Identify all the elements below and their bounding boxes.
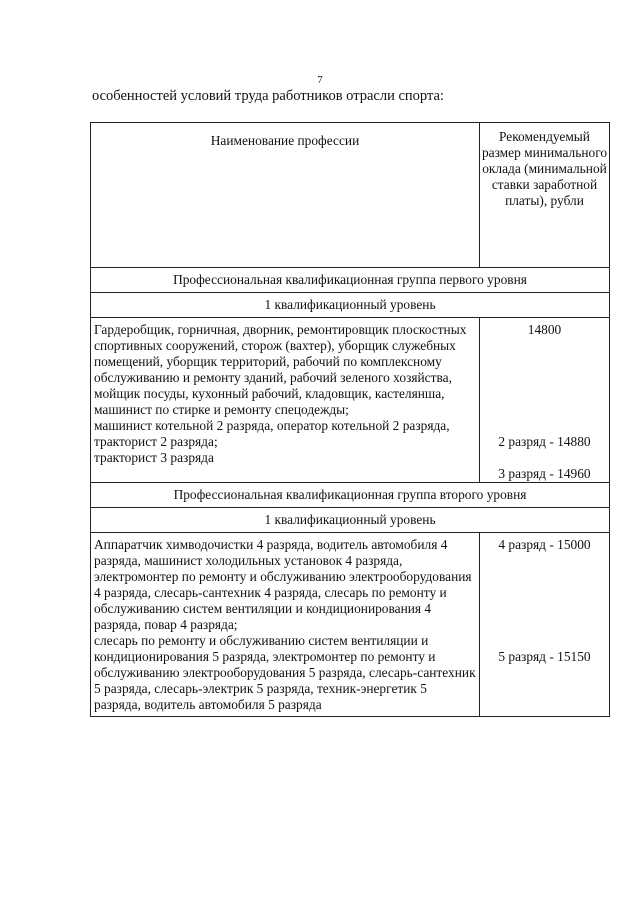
group2-salary-2: 5 разряд - 15150 (498, 649, 591, 664)
level-row (91, 508, 610, 533)
page-number: 7 (317, 74, 323, 86)
group-row (91, 483, 610, 508)
group1-salaries (480, 318, 610, 483)
group2-title: Профессиональная квалификационная группа второго уровня (91, 483, 610, 508)
group-row (91, 268, 610, 293)
group2-profession-part-1: Аппаратчик химводочистки 4 разряда, водитель автомобиля 4 разряда, машинист холодильных установок 4 разряда, электромонтер по ремонту и обслуживанию электрооборудования 4 разряда, слесарь-сантехник 4 разряда, слесарь по ремонту и обслуживанию систем вентиляции и кондиционирования 4 разряда, повар 4 разряда; (94, 537, 472, 632)
group1-profession-part-1: Гардеробщик, горничная, дворник, ремонтировщик плоскостных спортивных сооружений, сторож (вахтер), уборщик служебных помещений, уборщик территорий, рабочий по комплексному обслуживанию и ремонту зданий, рабочий зеленого хозяйства, мойщик посуды, кухонный рабочий, кладовщик, кастелянша, машинист по стирке и ремонту спецодежды; (94, 322, 467, 417)
group1-salary-1: 14800 (527, 322, 562, 337)
group2-level: 1 квалификационный уровень (91, 508, 610, 533)
table-row (91, 533, 610, 717)
intro-text: особенностей условий труда работников отрасли спорта: (92, 88, 444, 104)
table-header-row (91, 123, 610, 268)
header-salary: Рекомендуемый размер минимального оклада (минимальной ставки заработной платы), рубли (480, 123, 610, 268)
group1-professions (91, 318, 480, 483)
group1-level: 1 квалификационный уровень (91, 293, 610, 318)
group1-profession-part-2: машинист котельной 2 разряда, оператор котельной 2 разряда, тракторист 2 разряда; (94, 418, 450, 449)
group1-title: Профессиональная квалификационная группа первого уровня (91, 268, 610, 293)
group1-salary-2: 2 разряд - 14880 (498, 434, 591, 449)
group2-professions (91, 533, 480, 717)
group2-profession-part-2: слесарь по ремонту и обслуживанию систем вентиляции и кондиционирования 5 разряда, электромонтер по ремонту и обслуживанию электрооборудования 5 разряда, слесарь-сантехник 5 разряда, слесарь-электрик 5 разряда, техник-энергетик 5 разряда, водитель автомобиля 5 разряда (94, 633, 476, 712)
table-row (91, 318, 610, 483)
group2-salaries (480, 533, 610, 717)
level-row (91, 293, 610, 318)
salary-table (90, 122, 610, 717)
header-profession: Наименование профессии (91, 123, 480, 268)
group1-salary-3: 3 разряд - 14960 (498, 466, 591, 481)
group1-profession-part-3: тракторист 3 разряда (94, 450, 214, 465)
group2-salary-1: 4 разряд - 15000 (498, 537, 591, 552)
